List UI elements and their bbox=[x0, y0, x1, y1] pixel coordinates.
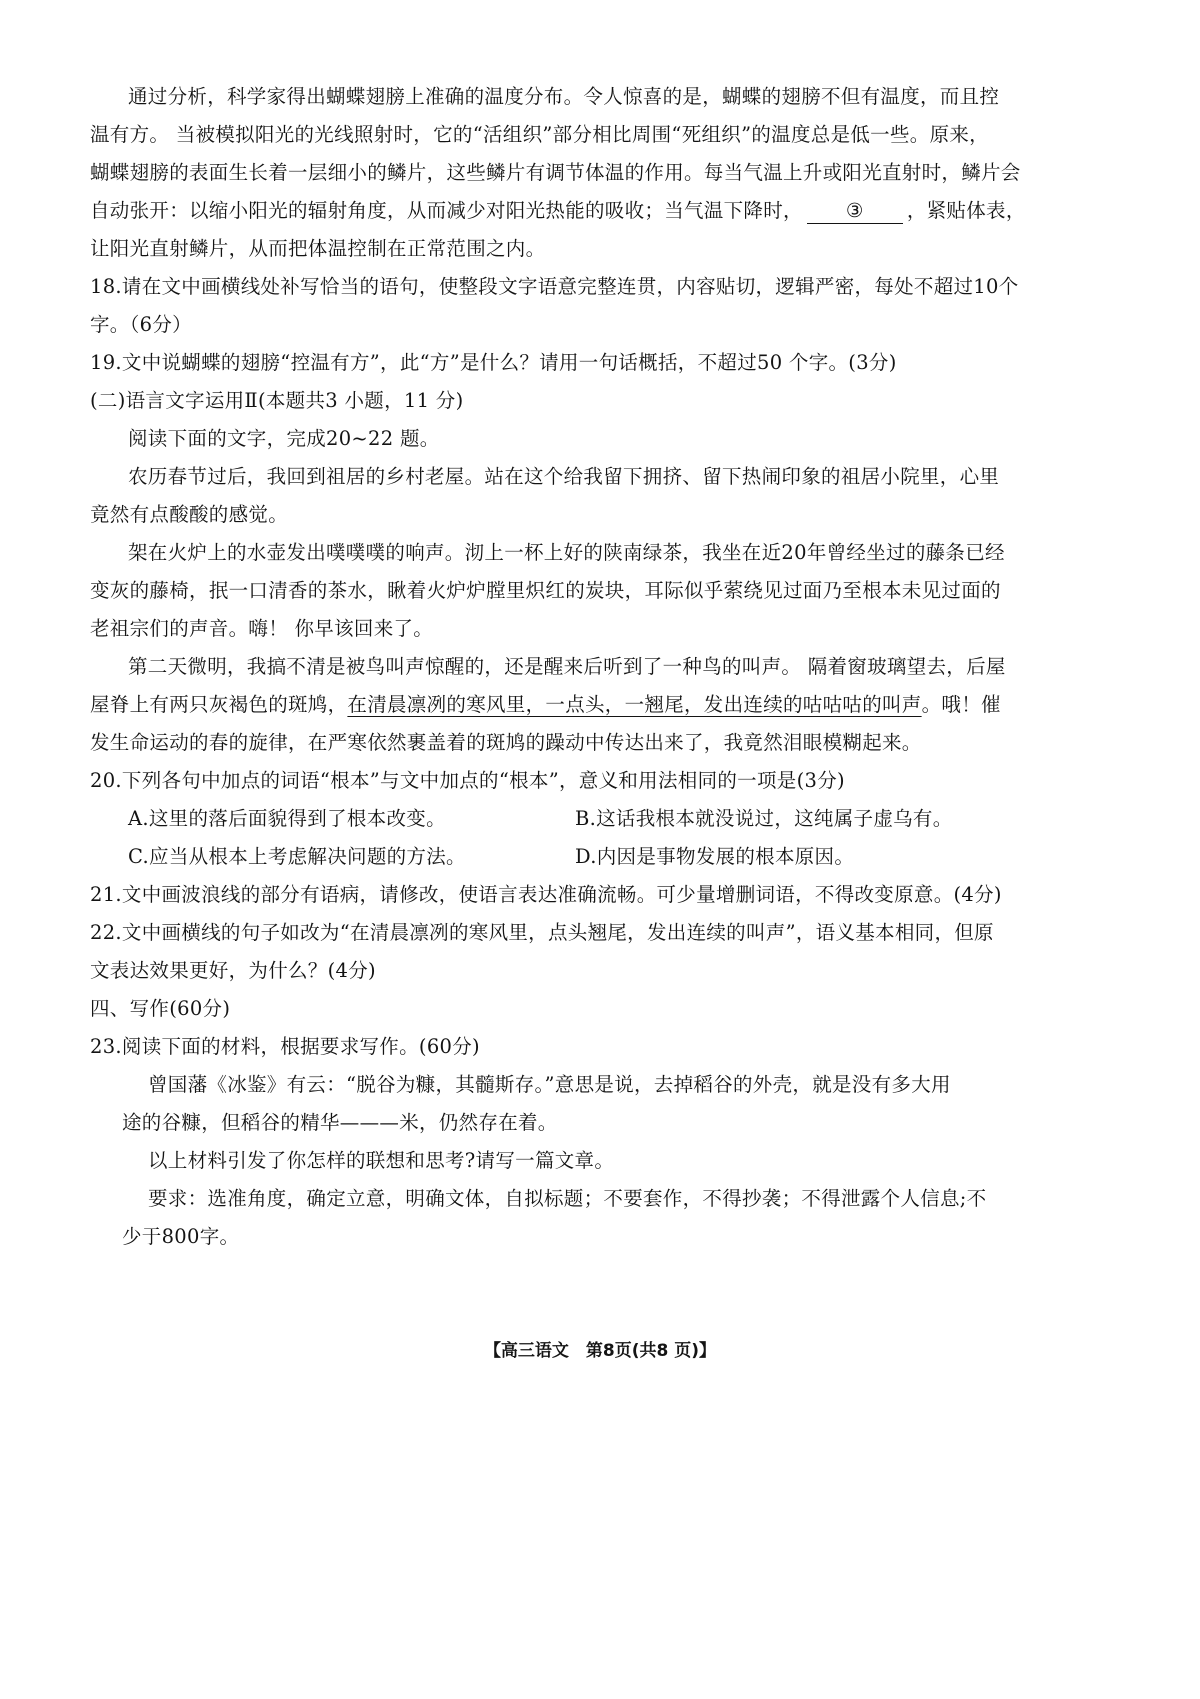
answer-blank-3[interactable]: ③ bbox=[807, 199, 903, 224]
section-4-heading: 四、写作(60分) bbox=[90, 997, 231, 1020]
passage-b-p3-line-2 bbox=[90, 690, 1001, 720]
passage-b-p1-line-2: 竟然有点酸酸的感觉。 bbox=[90, 503, 289, 526]
question-23-prompt: 以上材料引发了你怎样的联想和思考?请写一篇文章。 bbox=[148, 1149, 615, 1172]
passage-b-p2-line-1: 架在火炉上的水壶发出噗噗噗的响声。沏上一杯上好的陕南绿茶，我坐在近20年曾经坐过的藤条已经 bbox=[128, 541, 1005, 564]
question-23-material-line-2: 途的谷糠，但稻谷的精华———米，仍然存在着。 bbox=[122, 1111, 558, 1134]
passage-a-line-4 bbox=[90, 196, 1026, 226]
question-18-line-1: 18.请在文中画横线处补写恰当的语句，使整段文字语意完整连贯，内容贴切，逻辑严密，每处不超过10个 bbox=[90, 275, 1019, 298]
question-20-option-a: A.这里的落后面貌得到了根本改变。 bbox=[128, 807, 446, 830]
question-23-material-line-1: 曾国藩《冰鉴》有云：“脱谷为糠，其髓斯存。”意思是说，去掉稻谷的外壳，就是没有多大用 bbox=[148, 1073, 951, 1096]
question-23-stem: 23.阅读下面的材料，根据要求写作。(60分) bbox=[90, 1035, 480, 1058]
question-23-requirements-line-1: 要求：选准角度，确定立意，明确文体，自拟标题；不要套作，不得抄袭；不得泄露个人信息;不 bbox=[148, 1187, 987, 1210]
underlined-sentence: 在清晨凛冽的寒风里，一点头，一翘尾，发出连续的咕咕咕的叫声 bbox=[347, 693, 922, 716]
passage-a-line-3: 蝴蝶翅膀的表面生长着一层细小的鳞片，这些鳞片有调节体温的作用。每当气温上升或阳光直射时，鳞片会 bbox=[90, 161, 1021, 184]
section-2-instruction: 阅读下面的文字，完成20~22 题。 bbox=[128, 427, 440, 450]
passage-b-p3-line-2-tail: 。哦！催 bbox=[921, 693, 1001, 716]
question-18-line-2: 字。（6分） bbox=[90, 313, 192, 336]
passage-b-p3-line-2-text: 屋脊上有两只灰褐色的斑鸠， bbox=[90, 693, 348, 716]
question-21: 21.文中画波浪线的部分有语病，请修改，使语言表达准确流畅。可少量增删词语，不得改变原意。(4分) bbox=[90, 883, 1002, 906]
passage-b-p2-line-3: 老祖宗们的声音。嗨！ 你早该回来了。 bbox=[90, 617, 434, 640]
passage-b-p3-line-1: 第二天微明，我搞不清是被鸟叫声惊醒的，还是醒来后听到了一种鸟的叫声。 隔着窗玻璃望去，后屋 bbox=[128, 655, 1006, 678]
section-2-heading: (二)语言文字运用Ⅱ(本题共3 小题，11 分) bbox=[90, 389, 464, 412]
passage-b-p2-line-2: 变灰的藤椅，抿一口清香的茶水，瞅着火炉炉膛里炽红的炭块，耳际似乎萦绕见过面乃至根本未见过面的 bbox=[90, 579, 1001, 602]
passage-a-line-4-tail: ，紧贴体表， bbox=[906, 199, 1026, 222]
page-footer: 【高三语文 第8页(共8 页)】 bbox=[483, 1341, 717, 1361]
question-22-line-2: 文表达效果更好，为什么？(4分) bbox=[90, 959, 376, 982]
question-20-option-c: C.应当从根本上考虑解决问题的方法。 bbox=[128, 845, 466, 868]
question-20-option-d: D.内因是事物发展的根本原因。 bbox=[575, 845, 855, 868]
question-19: 19.文中说蝴蝶的翅膀“控温有方”，此“方”是什么？请用一句话概括，不超过50 个字。(3分) bbox=[90, 351, 897, 374]
passage-a-line-2: 温有方。 当被模拟阳光的光线照射时，它的“活组织”部分相比周围“死组织”的温度总是低一些。原来， bbox=[90, 123, 989, 146]
passage-a-line-1: 通过分析，科学家得出蝴蝶翅膀上准确的温度分布。令人惊喜的是，蝴蝶的翅膀不但有温度，而且控 bbox=[128, 85, 1000, 108]
question-22-line-1: 22.文中画横线的句子如改为“在清晨凛冽的寒风里，点头翘尾，发出连续的叫声”，语义基本相同，但原 bbox=[90, 921, 994, 944]
passage-a-line-5: 让阳光直射鳞片，从而把体温控制在正常范围之内。 bbox=[90, 237, 546, 260]
question-20-stem: 20.下列各句中加点的词语“根本”与文中加点的“根本”，意义和用法相同的一项是(3分) bbox=[90, 769, 845, 792]
question-20-option-b: B.这话我根本就没说过，这纯属子虚乌有。 bbox=[575, 807, 953, 830]
passage-a-line-4-text: 自动张开：以缩小阳光的辐射角度，从而减少对阳光热能的吸收；当气温下降时， bbox=[90, 199, 803, 222]
passage-b-p3-line-3: 发生命运动的春的旋律，在严寒依然裹盖着的斑鸠的躁动中传达出来了，我竟然泪眼模糊起来。 bbox=[90, 731, 922, 754]
question-23-requirements-line-2: 少于800字。 bbox=[122, 1225, 240, 1248]
passage-b-p1-line-1: 农历春节过后，我回到祖居的乡村老屋。站在这个给我留下拥挤、留下热闹印象的祖居小院里，心里 bbox=[128, 465, 1000, 488]
